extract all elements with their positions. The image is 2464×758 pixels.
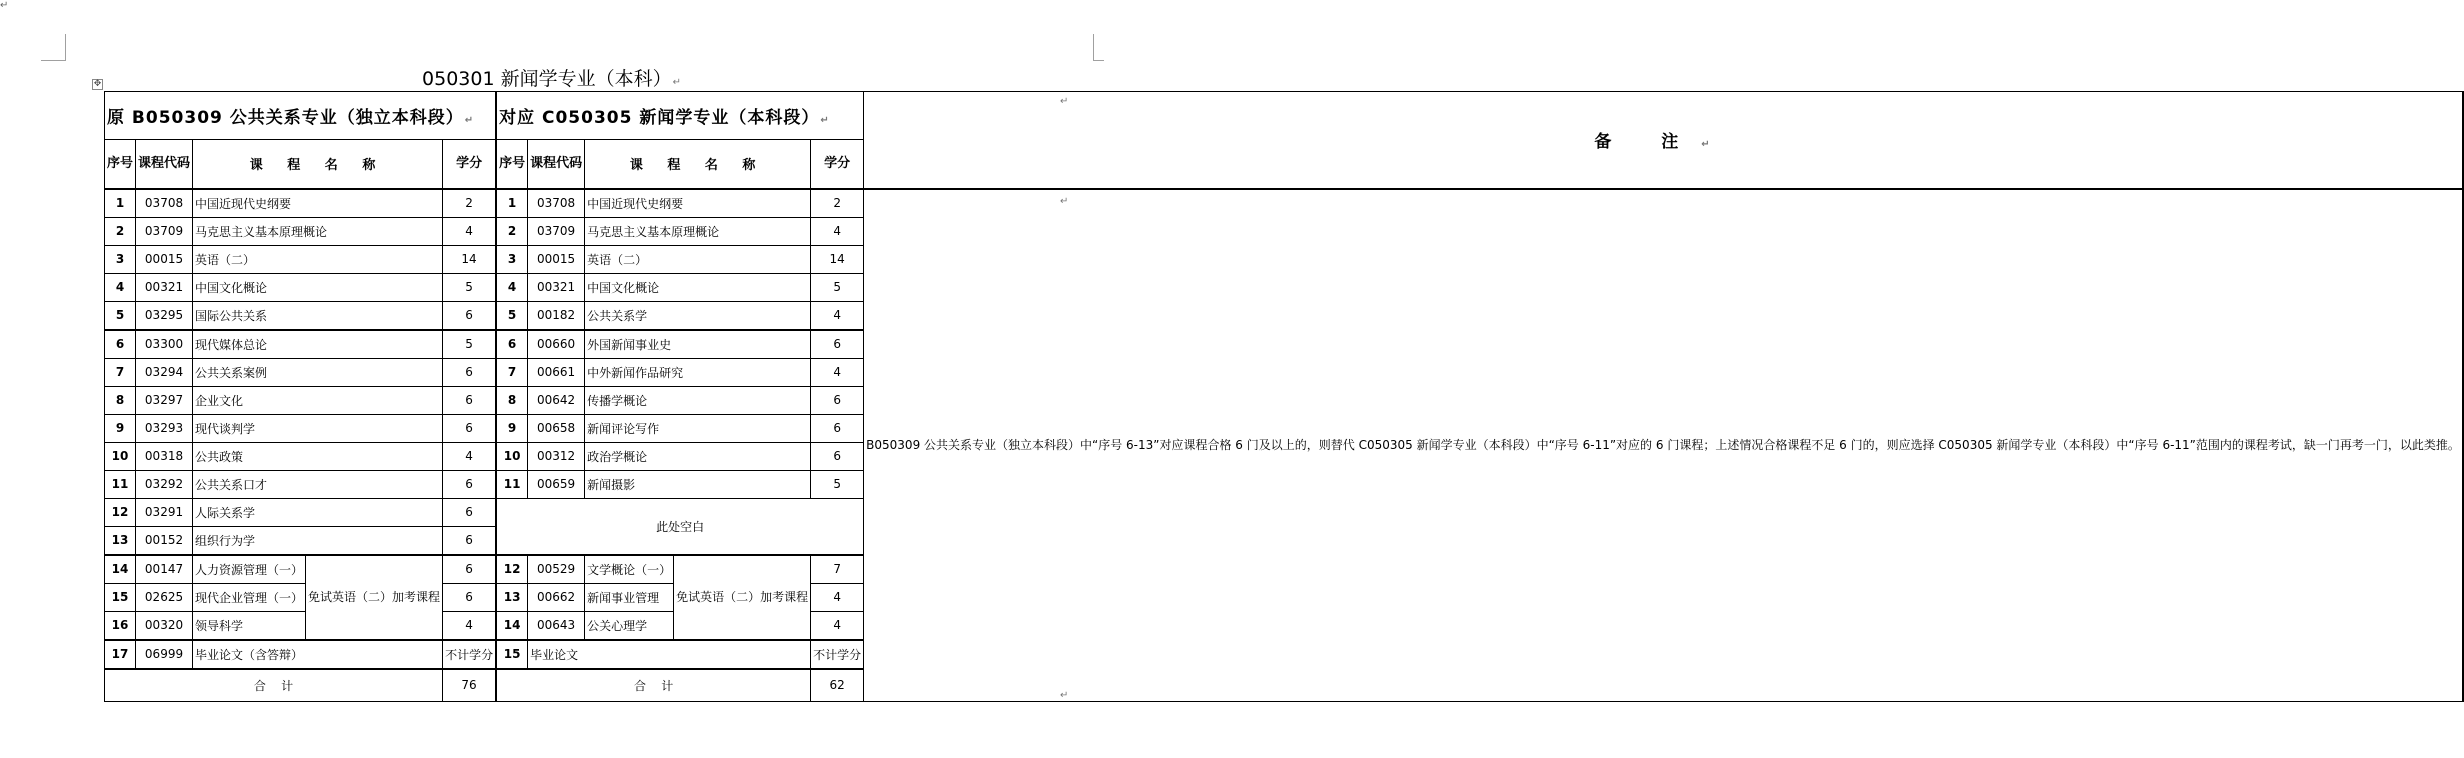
left-code-cell: 00147 (136, 555, 193, 584)
left-name-cell: 领导科学 (193, 611, 306, 640)
right-credit-cell: 2 (811, 189, 864, 218)
right-name-cell: 新闻事业管理 (585, 583, 674, 611)
right-code-cell: 00662 (528, 583, 585, 611)
right-name-cell: 马克思主义基本原理概论 (585, 217, 811, 245)
left-credit-cell: 5 (443, 273, 497, 301)
right-code-cell: 00643 (528, 611, 585, 640)
left-name-cell: 公共政策 (193, 442, 443, 470)
left-name-cell: 人际关系学 (193, 498, 443, 526)
right-seq-cell: 5 (496, 301, 528, 330)
left-exempt-group-cell: 免试英语（二）加考课程 (306, 555, 443, 640)
left-code-cell: 03300 (136, 330, 193, 359)
left-code-cell: 00015 (136, 245, 193, 273)
left-name-cell: 国际公共关系 (193, 301, 443, 330)
right-name-cell: 新闻评论写作 (585, 414, 811, 442)
left-code-cell: 06999 (136, 640, 193, 669)
crop-mark-top-left (41, 34, 66, 61)
left-credit-cell: 14 (443, 245, 497, 273)
right-credit-cell: 4 (811, 301, 864, 330)
left-credit-cell: 6 (443, 414, 497, 442)
left-seq-cell: 5 (105, 301, 136, 330)
left-total-value: 76 (443, 669, 497, 702)
left-name-cell: 公共关系口才 (193, 470, 443, 498)
right-seq-cell: 6 (496, 330, 528, 359)
left-credit-cell: 5 (443, 330, 497, 359)
right-credit-cell: 4 (811, 583, 864, 611)
page-title: 050301 新闻学专业（本科）↵ (422, 68, 681, 90)
left-name-cell: 公共关系案例 (193, 358, 443, 386)
right-credit-header: 学分 (811, 140, 864, 189)
right-name-cell: 外国新闻事业史 (585, 330, 811, 359)
blank-area: 此处空白 (496, 498, 864, 555)
right-name-cell: 中外新闻作品研究 (585, 358, 811, 386)
left-seq-cell: 10 (105, 442, 136, 470)
left-seq-cell: 3 (105, 245, 136, 273)
right-credit-cell: 5 (811, 470, 864, 498)
right-seq-cell: 9 (496, 414, 528, 442)
right-seq-cell: 2 (496, 217, 528, 245)
left-seq-header: 序号 (105, 140, 136, 189)
left-credit-cell: 6 (443, 386, 497, 414)
left-code-cell: 00318 (136, 442, 193, 470)
left-name-cell: 现代谈判学 (193, 414, 443, 442)
left-credit-cell: 6 (443, 470, 497, 498)
left-section-header: 原 B050309 公共关系专业（独立本科段）↵ (105, 92, 497, 140)
left-code-header: 课程代码 (136, 140, 193, 189)
left-credit-cell: 6 (443, 358, 497, 386)
right-name-cell: 文学概论（一） (585, 555, 674, 584)
left-code-cell: 00152 (136, 526, 193, 555)
right-credit-cell: 6 (811, 330, 864, 359)
right-seq-cell: 13 (496, 583, 528, 611)
left-code-cell: 00321 (136, 273, 193, 301)
left-seq-cell: 2 (105, 217, 136, 245)
left-credit-cell: 4 (443, 217, 497, 245)
right-name-cell: 中国近现代史纲要 (585, 189, 811, 218)
left-seq-cell: 15 (105, 583, 136, 611)
left-code-cell: 03294 (136, 358, 193, 386)
right-total-label: 合 计 (496, 669, 811, 702)
left-name-cell: 马克思主义基本原理概论 (193, 217, 443, 245)
right-code-cell: 00660 (528, 330, 585, 359)
left-name-cell: 英语（二） (193, 245, 443, 273)
right-credit-cell: 6 (811, 442, 864, 470)
right-credit-cell: 不计学分 (811, 640, 864, 669)
left-seq-cell: 9 (105, 414, 136, 442)
left-seq-cell: 16 (105, 611, 136, 640)
left-code-cell: 00320 (136, 611, 193, 640)
right-section-header: 对应 C050305 新闻学专业（本科段）↵ (496, 92, 864, 140)
right-seq-cell: 10 (496, 442, 528, 470)
left-seq-cell: 17 (105, 640, 136, 669)
left-code-cell: 03708 (136, 189, 193, 218)
right-credit-cell: 6 (811, 386, 864, 414)
right-seq-cell: 15 (496, 640, 528, 669)
left-credit-cell: 6 (443, 301, 497, 330)
crop-mark-top-right (1093, 34, 1104, 61)
left-name-header: 课 程 名 称 (193, 140, 443, 189)
row-end-mark: ↵ (1060, 96, 1069, 107)
right-code-cell: 03709 (528, 217, 585, 245)
table-move-handle-icon[interactable]: ✥ (93, 79, 102, 89)
left-credit-cell: 6 (443, 526, 497, 555)
right-seq-cell: 11 (496, 470, 528, 498)
right-total-value: 62 (811, 669, 864, 702)
right-name-cell: 公共关系学 (585, 301, 811, 330)
remarks-cell: B050309 公共关系专业（独立本科段）中“序号 6-13”对应课程合格 6 门及以上的，则替代 C050305 新闻学专业（本科段）中“序号 6-11”对应的 6 门课程；上述情况合格课程不足 6 门的，则应选择 C050305 新闻学专业（本科段）中“序号 6-11”范围内的课程考试，缺一门再考一门，以此类推。 (864, 189, 2463, 702)
row-end-mark: ↵ (1060, 690, 1069, 701)
right-seq-cell: 8 (496, 386, 528, 414)
right-name-cell: 英语（二） (585, 245, 811, 273)
right-code-cell: 00658 (528, 414, 585, 442)
left-credit-cell: 4 (443, 611, 497, 640)
right-credit-cell: 4 (811, 611, 864, 640)
right-credit-cell: 4 (811, 217, 864, 245)
table-row (105, 189, 2463, 218)
row-end-mark: ↵ (1060, 196, 1069, 207)
left-code-cell: 03291 (136, 498, 193, 526)
right-seq-cell: 7 (496, 358, 528, 386)
course-mapping-table (104, 91, 2464, 702)
right-seq-header: 序号 (496, 140, 528, 189)
right-name-cell: 公关心理学 (585, 611, 674, 640)
right-code-cell: 00642 (528, 386, 585, 414)
left-seq-cell: 4 (105, 273, 136, 301)
left-credit-cell: 4 (443, 442, 497, 470)
left-name-cell: 中国近现代史纲要 (193, 189, 443, 218)
left-name-cell: 现代媒体总论 (193, 330, 443, 359)
right-code-cell: 00312 (528, 442, 585, 470)
left-seq-cell: 7 (105, 358, 136, 386)
left-total-label: 合 计 (105, 669, 443, 702)
right-code-header: 课程代码 (528, 140, 585, 189)
right-credit-cell: 14 (811, 245, 864, 273)
left-seq-cell: 12 (105, 498, 136, 526)
right-code-cell: 03708 (528, 189, 585, 218)
right-code-cell: 00661 (528, 358, 585, 386)
right-code-cell: 00182 (528, 301, 585, 330)
right-name-cell: 传播学概论 (585, 386, 811, 414)
right-name-cell: 中国文化概论 (585, 273, 811, 301)
paragraph-mark-bottom: ↵ (0, 0, 9, 11)
left-code-cell: 03297 (136, 386, 193, 414)
right-seq-cell: 4 (496, 273, 528, 301)
right-name-cell: 新闻摄影 (585, 470, 811, 498)
right-credit-cell: 5 (811, 273, 864, 301)
right-name-cell: 政治学概论 (585, 442, 811, 470)
right-seq-cell: 3 (496, 245, 528, 273)
left-seq-cell: 14 (105, 555, 136, 584)
left-seq-cell: 8 (105, 386, 136, 414)
right-code-cell: 00659 (528, 470, 585, 498)
left-seq-cell: 6 (105, 330, 136, 359)
right-name-header: 课 程 名 称 (585, 140, 811, 189)
left-name-cell: 组织行为学 (193, 526, 443, 555)
left-credit-cell: 不计学分 (443, 640, 497, 669)
right-code-cell: 00529 (528, 555, 585, 584)
right-seq-cell: 14 (496, 611, 528, 640)
left-code-cell: 03709 (136, 217, 193, 245)
right-credit-cell: 6 (811, 414, 864, 442)
remarks-header: 备 注↵ (864, 92, 2463, 189)
left-code-cell: 03295 (136, 301, 193, 330)
left-name-cell: 人力资源管理（一） (193, 555, 306, 584)
left-seq-cell: 11 (105, 470, 136, 498)
left-code-cell: 02625 (136, 583, 193, 611)
left-credit-cell: 6 (443, 583, 497, 611)
left-credit-cell: 6 (443, 498, 497, 526)
right-seq-cell: 12 (496, 555, 528, 584)
left-seq-cell: 13 (105, 526, 136, 555)
left-name-cell: 现代企业管理（一） (193, 583, 306, 611)
left-credit-cell: 2 (443, 189, 497, 218)
left-seq-cell: 1 (105, 189, 136, 218)
right-name-cell: 毕业论文 (528, 640, 811, 669)
right-seq-cell: 1 (496, 189, 528, 218)
left-name-cell: 企业文化 (193, 386, 443, 414)
left-credit-header: 学分 (443, 140, 497, 189)
right-code-cell: 00321 (528, 273, 585, 301)
right-credit-cell: 4 (811, 358, 864, 386)
left-name-cell: 毕业论文（含答辩） (193, 640, 443, 669)
right-credit-cell: 7 (811, 555, 864, 584)
right-code-cell: 00015 (528, 245, 585, 273)
left-name-cell: 中国文化概论 (193, 273, 443, 301)
right-exempt-group-cell: 免试英语（二）加考课程 (674, 555, 811, 640)
left-code-cell: 03292 (136, 470, 193, 498)
left-credit-cell: 6 (443, 555, 497, 584)
left-code-cell: 03293 (136, 414, 193, 442)
